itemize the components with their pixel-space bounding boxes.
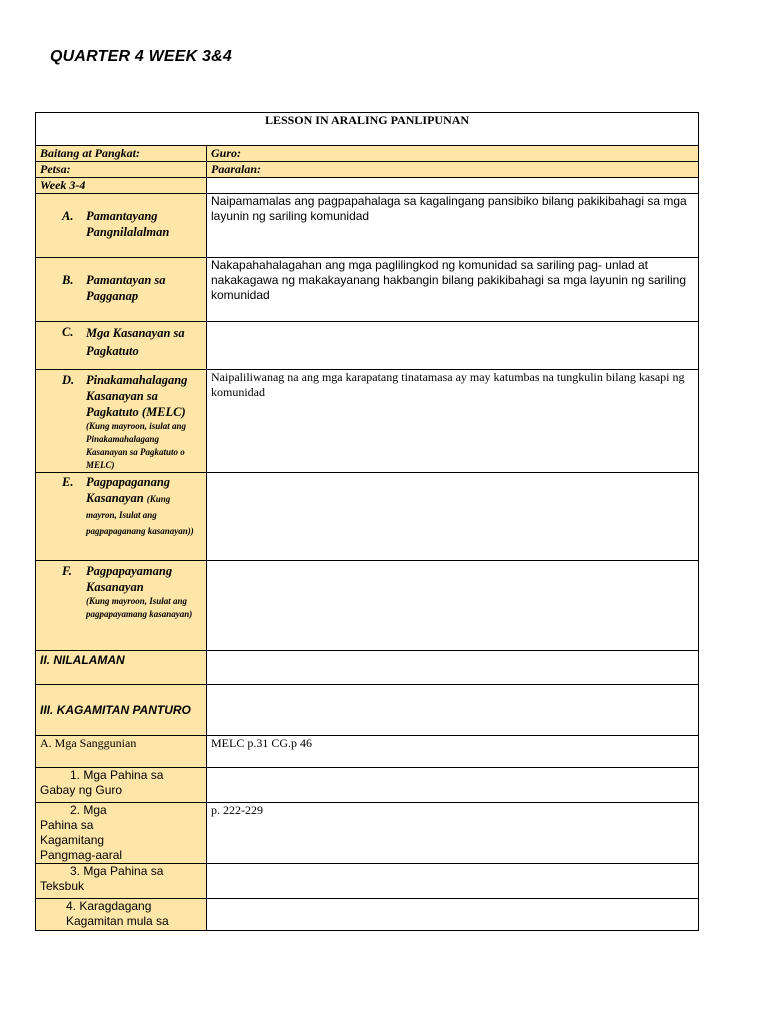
item-row-d	[36, 370, 699, 473]
item-row-e	[36, 473, 699, 561]
kagamitan-value[interactable]	[207, 685, 699, 736]
item-row-a	[36, 194, 699, 258]
item-a-content[interactable]: Naipamamalas ang pagpapahalaga sa kagalingang pansibiko bilang pakikibahagi sa mga layunin ng sariling komunidad	[207, 194, 699, 258]
table-row	[36, 736, 699, 768]
table-row	[36, 162, 699, 178]
gabay-value[interactable]	[207, 768, 699, 803]
item-title: Pamantayan sa Pagganap	[86, 273, 166, 303]
paaralan-label: Paaralan:	[207, 162, 699, 178]
item-title: Mga Kasanayan sa Pagkatuto	[86, 326, 185, 358]
kagamitang-value[interactable]: p. 222-229	[207, 803, 699, 864]
nilalaman-value[interactable]	[207, 651, 699, 685]
table-row	[36, 864, 699, 899]
sanggunian-label: A. Mga Sanggunian	[36, 736, 207, 768]
item-letter: C.	[62, 325, 74, 339]
item-title: Pagpapaganang Kasanayan	[86, 475, 171, 505]
sanggunian-value[interactable]: MELC p.31 CG.p 46	[207, 736, 699, 768]
table-title-row	[36, 113, 699, 146]
table-row	[36, 146, 699, 162]
item-f-content[interactable]	[207, 561, 699, 651]
week-label: Week 3-4	[36, 178, 207, 194]
item-note: (Kung mayroon, isulat ang Pinakamahalagang Kasanayan sa Pagkatuto o MELC)	[86, 421, 187, 470]
table-row	[36, 685, 699, 736]
table-row	[36, 803, 699, 864]
table-row	[36, 768, 699, 803]
item-row-c	[36, 322, 699, 370]
baitang-label: Baitang at Pangkat:	[36, 146, 207, 162]
item-title: Pamantayang Pangnilalalman	[86, 209, 170, 239]
lesson-plan-table	[35, 112, 699, 931]
table-row	[36, 899, 699, 931]
week-value[interactable]	[207, 178, 699, 194]
item-note: (Kung mayroon, Isulat ang pagpapayamang kasanayan)	[86, 596, 193, 619]
karagdagang-value[interactable]	[207, 899, 699, 931]
item-note: (Kung mayron, Isulat ang pagpapaganang kasanayan))	[86, 494, 194, 536]
page-heading: QUARTER 4 WEEK 3&4	[50, 48, 233, 65]
item-d-content[interactable]: Naipaliliwanag na ang mga karapatang tinatamasa ay may katumbas na tungkulin bilang kasapi ng komunidad	[207, 370, 699, 473]
guro-label: Guro:	[207, 146, 699, 162]
item-letter: D.	[62, 373, 75, 387]
nilalaman-label: II. NILALAMAN	[36, 651, 207, 685]
item-letter: E.	[62, 475, 74, 489]
teksbuk-label: 3. Mga Pahina sa Teksbuk	[36, 864, 207, 899]
petsa-label: Petsa:	[36, 162, 207, 178]
item-title: Pinakamahalagang Kasanayan sa Pagkatuto (MELC)	[86, 373, 188, 419]
item-row-f	[36, 561, 699, 651]
table-row	[36, 178, 699, 194]
item-c-content[interactable]	[207, 322, 699, 370]
teksbuk-value[interactable]	[207, 864, 699, 899]
kagamitan-label: III. KAGAMITAN PANTURO	[36, 685, 207, 736]
table-row	[36, 651, 699, 685]
gabay-label: 1. Mga Pahina sa Gabay ng Guro	[36, 768, 207, 803]
item-b-content[interactable]: Nakapahahalagahan ang mga paglilingkod ng komunidad sa sariling pag- unlad at nakakagawa ng makakayanang hakbangin bilang pakikibahagi sa mga layunin ng sariling komunidad	[207, 258, 699, 322]
item-letter: F.	[62, 564, 72, 578]
item-letter: A.	[62, 209, 74, 223]
table-title: LESSON IN ARALING PANLIPUNAN	[36, 113, 699, 146]
item-e-content[interactable]	[207, 473, 699, 561]
item-row-b	[36, 258, 699, 322]
kagamitang-label: 2. Mga Pahina sa Kagamitang Pangmag-aaral	[36, 803, 207, 864]
karagdagang-label: 4. Karagdagang Kagamitan mula sa	[36, 899, 207, 931]
item-title: Pagpapayamang Kasanayan	[86, 564, 173, 594]
item-letter: B.	[62, 273, 74, 287]
